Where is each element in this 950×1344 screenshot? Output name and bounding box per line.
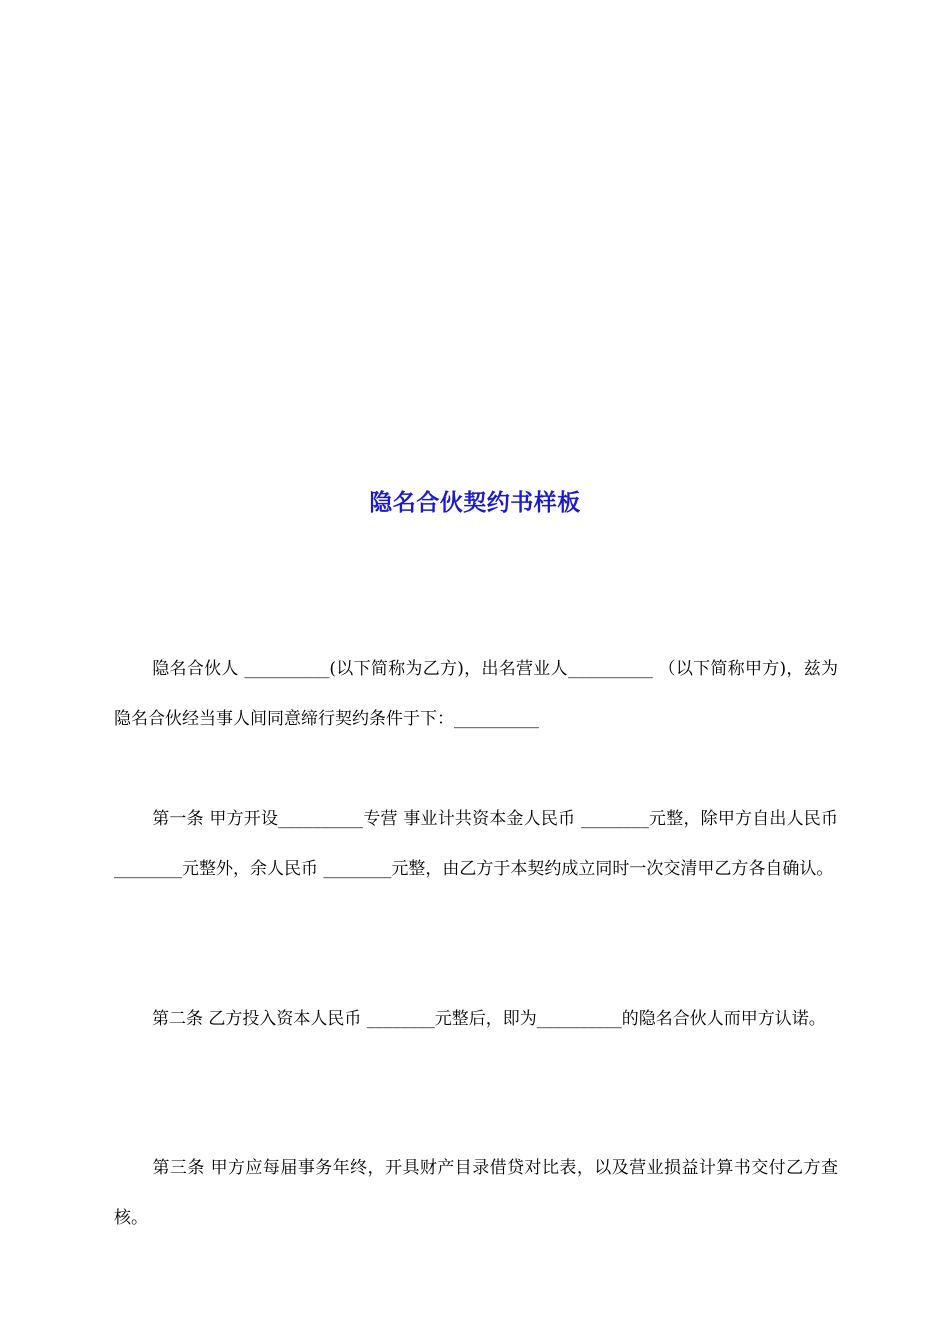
- paragraph-article-3: [114, 1143, 838, 1243]
- paragraph-article-2: [114, 994, 838, 1044]
- paragraph-text: 隐名合伙人 __________(以下简称为乙方)，出名营业人__________ （以下简称甲方)，兹为隐名合伙经当事人间同意缔行契约条件于下：__________: [114, 659, 838, 729]
- paragraph-text: 第二条 乙方投入资本人民币 ________元整后，即为__________的隐名合伙人而甲方认诺。: [152, 1009, 826, 1029]
- paragraph-text: 第一条 甲方开设__________专营 事业计共资本金人民币 ________元整，除甲方自出人民币 ________元整外，余人民币 ________元整，由乙方于本契约成立同时一次交清甲乙方各自确认。: [114, 809, 838, 879]
- document-title: 隐名合伙契约书样板: [369, 490, 581, 516]
- paragraph-preamble: [114, 644, 838, 744]
- paragraph-text: 第三条 甲方应每届事务年终，开具财产目录借贷对比表，以及营业损益计算书交付乙方查核。: [114, 1158, 838, 1228]
- paragraph-article-1: [114, 794, 838, 894]
